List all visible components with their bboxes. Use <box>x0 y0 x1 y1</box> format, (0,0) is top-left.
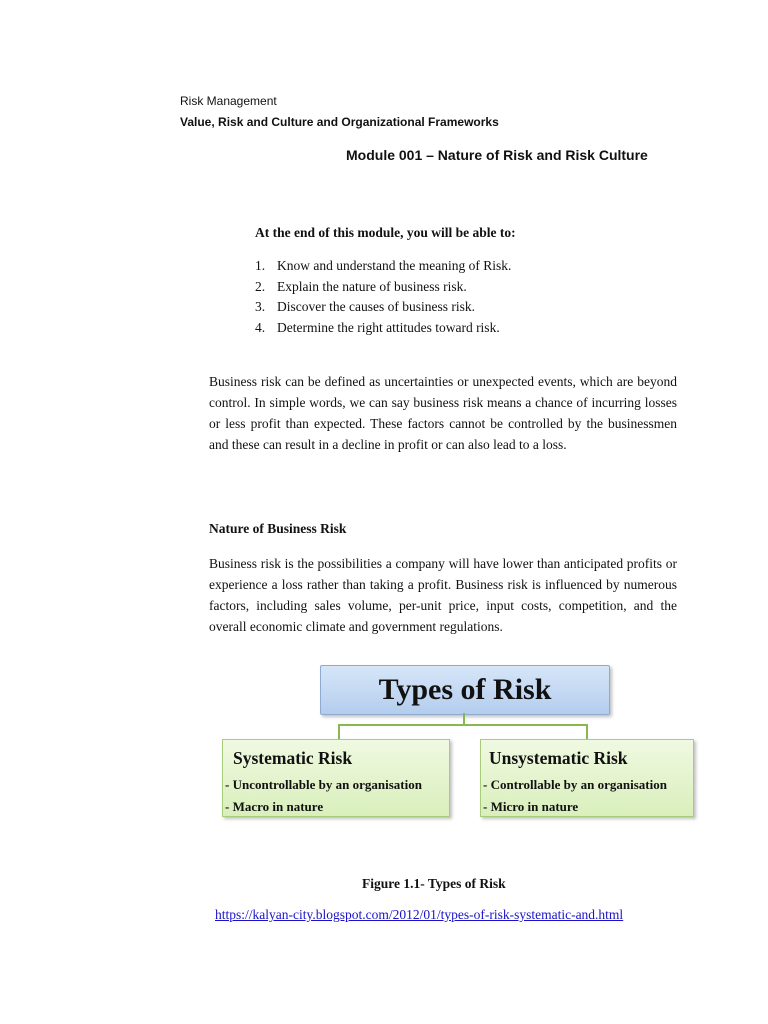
systematic-risk-point: - Macro in nature <box>225 799 324 814</box>
systematic-risk-point: - Uncontrollable by an organisation <box>225 777 422 792</box>
unsystematic-risk-title: Unsystematic Risk <box>489 748 628 768</box>
figure-caption: Figure 1.1- Types of Risk <box>362 876 506 891</box>
nature-heading: Nature of Business Risk <box>209 521 347 536</box>
objective-text: Explain the nature of business risk. <box>277 278 467 294</box>
course-name: Risk Management <box>180 94 277 108</box>
unsystematic-risk-point: - Controllable by an organisation <box>483 777 667 792</box>
objective-text: Know and understand the meaning of Risk. <box>277 258 512 273</box>
objectives-heading: At the end of this module, you will be able to: <box>255 225 516 240</box>
diagram-title-box: Types of Risk <box>320 665 610 715</box>
intro-paragraph: Business risk can be defined as uncertainties or unexpected events, which are beyond control. In simple words, we can say business risk means a chance of incurring losses or less profit than expected. These factors cannot be controlled by the businessmen and these can result in a decline in profit or can also lead to a loss. <box>209 374 677 452</box>
nature-paragraph: Business risk is the possibilities a company will have lower than anticipated profits or experience a loss rather than taking a profit. Business risk is influenced by numerous factors, including sales volume, per-unit price, input costs, competition, and the overall economic climate and government regulations. <box>209 556 677 634</box>
figure-source-link[interactable]: https://kalyan-city.blogspot.com/2012/01/types-of-risk-systematic-and.html <box>215 907 624 922</box>
objective-number: 3. <box>255 299 266 314</box>
unsystematic-risk-box <box>480 739 694 817</box>
objective-text: Discover the causes of business risk. <box>277 299 475 314</box>
objective-item <box>255 256 511 277</box>
objective-item <box>255 277 511 298</box>
course-subtitle: Value, Risk and Culture and Organizational Frameworks <box>180 115 499 129</box>
objective-number: 4. <box>255 319 266 335</box>
objective-item <box>255 318 511 339</box>
objectives-list <box>255 256 511 338</box>
objective-text: Determine the right attitudes toward risk. <box>277 319 500 335</box>
connector-line <box>338 724 588 726</box>
objective-item <box>255 297 511 318</box>
types-of-risk-diagram <box>220 664 696 820</box>
systematic-risk-title: Systematic Risk <box>233 748 353 768</box>
connector-line <box>338 724 340 739</box>
objective-number: 2. <box>255 278 266 294</box>
unsystematic-risk-point: - Micro in nature <box>483 799 579 814</box>
connector-line <box>586 724 588 739</box>
systematic-risk-box <box>222 739 450 817</box>
objective-number: 1. <box>255 258 266 273</box>
module-title: Module 001 – Nature of Risk and Risk Culture <box>346 147 648 163</box>
